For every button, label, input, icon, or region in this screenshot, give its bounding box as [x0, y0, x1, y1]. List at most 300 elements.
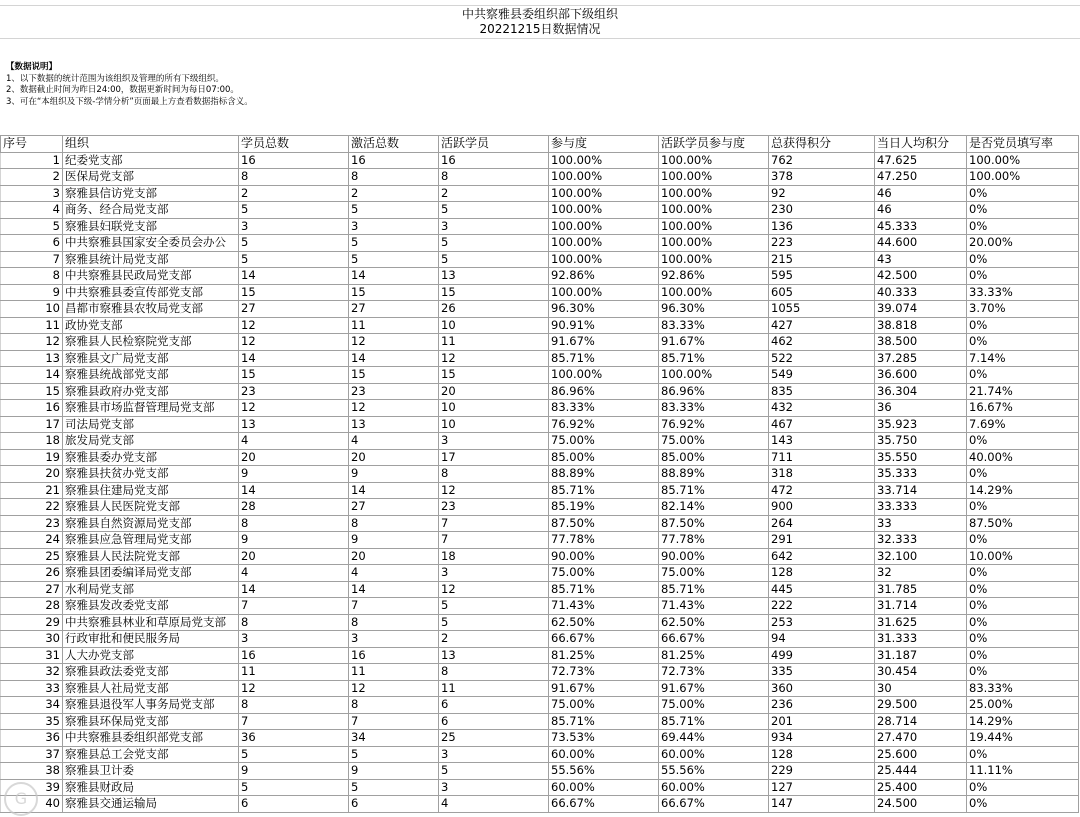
table-cell[interactable]: 62.50%: [659, 614, 769, 631]
table-cell[interactable]: 昌都市察雅县农牧局党支部: [63, 301, 239, 318]
column-header[interactable]: 参与度: [549, 136, 659, 153]
table-cell[interactable]: 7: [439, 515, 549, 532]
table-cell[interactable]: 87.50%: [659, 515, 769, 532]
row-index-cell[interactable]: 11: [1, 317, 63, 334]
table-cell[interactable]: 35.333: [875, 466, 967, 483]
table-cell[interactable]: 5: [239, 235, 349, 252]
table-cell[interactable]: 5: [439, 235, 549, 252]
table-cell[interactable]: 934: [769, 730, 875, 747]
table-cell[interactable]: 100.00%: [659, 235, 769, 252]
table-cell[interactable]: 100.00%: [549, 185, 659, 202]
table-cell[interactable]: 9: [349, 763, 439, 780]
table-cell[interactable]: 100.00%: [659, 218, 769, 235]
table-cell[interactable]: 31.785: [875, 581, 967, 598]
table-cell[interactable]: 201: [769, 713, 875, 730]
table-cell[interactable]: 91.67%: [659, 680, 769, 697]
table-cell[interactable]: 9: [349, 532, 439, 549]
row-index-cell[interactable]: 17: [1, 416, 63, 433]
table-cell[interactable]: 5: [239, 251, 349, 268]
row-index-cell[interactable]: 15: [1, 383, 63, 400]
row-index-cell[interactable]: 36: [1, 730, 63, 747]
table-cell[interactable]: 12: [439, 581, 549, 598]
table-cell[interactable]: 472: [769, 482, 875, 499]
table-cell[interactable]: 8: [239, 169, 349, 186]
table-cell[interactable]: 6: [439, 713, 549, 730]
table-cell[interactable]: 71.43%: [549, 598, 659, 615]
column-header[interactable]: 激活总数: [349, 136, 439, 153]
table-cell[interactable]: 23: [349, 383, 439, 400]
table-cell[interactable]: 0%: [967, 532, 1079, 549]
table-cell[interactable]: 16: [349, 152, 439, 169]
table-cell[interactable]: 81.25%: [549, 647, 659, 664]
table-cell[interactable]: 215: [769, 251, 875, 268]
table-cell[interactable]: 100.00%: [549, 169, 659, 186]
row-index-cell[interactable]: 24: [1, 532, 63, 549]
table-cell[interactable]: 0%: [967, 664, 1079, 681]
table-cell[interactable]: 5: [349, 235, 439, 252]
table-cell[interactable]: 8: [439, 466, 549, 483]
table-cell[interactable]: 100.00%: [967, 169, 1079, 186]
table-cell[interactable]: 3: [349, 218, 439, 235]
table-cell[interactable]: 69.44%: [659, 730, 769, 747]
table-cell[interactable]: 司法局党支部: [63, 416, 239, 433]
table-cell[interactable]: 3: [439, 565, 549, 582]
table-cell[interactable]: 39.074: [875, 301, 967, 318]
table-cell[interactable]: 143: [769, 433, 875, 450]
table-cell[interactable]: 0%: [967, 433, 1079, 450]
table-cell[interactable]: 中共察雅县林业和草原局党支部: [63, 614, 239, 631]
table-cell[interactable]: 7: [349, 713, 439, 730]
table-cell[interactable]: 2: [439, 185, 549, 202]
table-cell[interactable]: 0%: [967, 631, 1079, 648]
table-cell[interactable]: 察雅县交通运输局: [63, 796, 239, 813]
column-header[interactable]: 序号: [1, 136, 63, 153]
table-cell[interactable]: 20.00%: [967, 235, 1079, 252]
column-header[interactable]: 活跃学员: [439, 136, 549, 153]
table-cell[interactable]: 467: [769, 416, 875, 433]
table-cell[interactable]: 25.00%: [967, 697, 1079, 714]
table-cell[interactable]: 察雅县团委编译局党支部: [63, 565, 239, 582]
column-header[interactable]: 活跃学员参与度: [659, 136, 769, 153]
table-cell[interactable]: 10: [439, 400, 549, 417]
table-cell[interactable]: 100.00%: [659, 202, 769, 219]
table-cell[interactable]: 15: [439, 284, 549, 301]
table-cell[interactable]: 8: [349, 697, 439, 714]
table-cell[interactable]: 20: [239, 548, 349, 565]
table-cell[interactable]: 76.92%: [549, 416, 659, 433]
table-cell[interactable]: 3: [239, 218, 349, 235]
table-cell[interactable]: 16: [239, 152, 349, 169]
table-cell[interactable]: 128: [769, 746, 875, 763]
table-cell[interactable]: 522: [769, 350, 875, 367]
table-cell[interactable]: 72.73%: [659, 664, 769, 681]
table-cell[interactable]: 31.625: [875, 614, 967, 631]
table-cell[interactable]: 察雅县人社局党支部: [63, 680, 239, 697]
table-cell[interactable]: 36: [875, 400, 967, 417]
table-cell[interactable]: 6: [239, 796, 349, 813]
table-cell[interactable]: 100.00%: [549, 202, 659, 219]
table-cell[interactable]: 30.454: [875, 664, 967, 681]
table-cell[interactable]: 47.625: [875, 152, 967, 169]
table-cell[interactable]: 20: [239, 449, 349, 466]
table-cell[interactable]: 5: [439, 598, 549, 615]
table-cell[interactable]: 66.67%: [659, 631, 769, 648]
sheet-title-cell[interactable]: [0, 5, 1080, 39]
table-cell[interactable]: 128: [769, 565, 875, 582]
table-cell[interactable]: 100.00%: [549, 152, 659, 169]
table-cell[interactable]: 100.00%: [659, 152, 769, 169]
table-cell[interactable]: 236: [769, 697, 875, 714]
table-cell[interactable]: 中共察雅县委组织部党支部: [63, 730, 239, 747]
table-cell[interactable]: 25.400: [875, 779, 967, 796]
table-cell[interactable]: 7: [439, 532, 549, 549]
table-cell[interactable]: 察雅县市场监督管理局党支部: [63, 400, 239, 417]
column-header[interactable]: 当日人均积分: [875, 136, 967, 153]
table-cell[interactable]: 20: [349, 449, 439, 466]
row-index-cell[interactable]: 38: [1, 763, 63, 780]
table-cell[interactable]: 711: [769, 449, 875, 466]
table-cell[interactable]: 13: [239, 416, 349, 433]
table-cell[interactable]: 38.818: [875, 317, 967, 334]
table-cell[interactable]: 8: [239, 614, 349, 631]
table-cell[interactable]: 45.333: [875, 218, 967, 235]
table-cell[interactable]: 察雅县人民医院党支部: [63, 499, 239, 516]
table-cell[interactable]: 83.33%: [659, 400, 769, 417]
table-cell[interactable]: 12: [239, 680, 349, 697]
table-cell[interactable]: 291: [769, 532, 875, 549]
table-cell[interactable]: 230: [769, 202, 875, 219]
row-index-cell[interactable]: 34: [1, 697, 63, 714]
table-cell[interactable]: 9: [349, 466, 439, 483]
table-cell[interactable]: 66.67%: [549, 631, 659, 648]
table-cell[interactable]: 264: [769, 515, 875, 532]
table-cell[interactable]: 25: [439, 730, 549, 747]
table-cell[interactable]: 0%: [967, 796, 1079, 813]
table-cell[interactable]: 14: [239, 350, 349, 367]
row-index-cell[interactable]: 18: [1, 433, 63, 450]
row-index-cell[interactable]: 23: [1, 515, 63, 532]
table-cell[interactable]: 察雅县委办党支部: [63, 449, 239, 466]
table-cell[interactable]: 8: [349, 614, 439, 631]
table-cell[interactable]: 4: [239, 433, 349, 450]
row-index-cell[interactable]: 16: [1, 400, 63, 417]
table-cell[interactable]: 15: [239, 284, 349, 301]
table-cell[interactable]: 100.00%: [659, 185, 769, 202]
table-cell[interactable]: 91.67%: [549, 334, 659, 351]
table-cell[interactable]: 人大办党支部: [63, 647, 239, 664]
table-cell[interactable]: 75.00%: [659, 697, 769, 714]
table-cell[interactable]: 察雅县文广局党支部: [63, 350, 239, 367]
table-cell[interactable]: 549: [769, 367, 875, 384]
table-cell[interactable]: 医保局党支部: [63, 169, 239, 186]
table-cell[interactable]: 察雅县应急管理局党支部: [63, 532, 239, 549]
column-header[interactable]: 学员总数: [239, 136, 349, 153]
table-cell[interactable]: 360: [769, 680, 875, 697]
table-cell[interactable]: 18: [439, 548, 549, 565]
table-cell[interactable]: 96.30%: [549, 301, 659, 318]
table-cell[interactable]: 商务、经合局党支部: [63, 202, 239, 219]
table-cell[interactable]: 85.71%: [659, 713, 769, 730]
table-cell[interactable]: 88.89%: [659, 466, 769, 483]
table-cell[interactable]: 0%: [967, 779, 1079, 796]
table-cell[interactable]: 7: [239, 713, 349, 730]
table-cell[interactable]: 16: [239, 647, 349, 664]
table-cell[interactable]: 7.69%: [967, 416, 1079, 433]
table-cell[interactable]: 24.500: [875, 796, 967, 813]
table-cell[interactable]: 66.67%: [549, 796, 659, 813]
table-cell[interactable]: 462: [769, 334, 875, 351]
table-cell[interactable]: 60.00%: [659, 779, 769, 796]
table-cell[interactable]: 12: [439, 482, 549, 499]
row-index-cell[interactable]: 19: [1, 449, 63, 466]
table-cell[interactable]: 31.187: [875, 647, 967, 664]
table-cell[interactable]: 8: [239, 697, 349, 714]
table-cell[interactable]: 87.50%: [549, 515, 659, 532]
table-cell[interactable]: 14: [239, 268, 349, 285]
table-cell[interactable]: 40.333: [875, 284, 967, 301]
table-cell[interactable]: 0%: [967, 565, 1079, 582]
table-cell[interactable]: 499: [769, 647, 875, 664]
table-cell[interactable]: 5: [349, 251, 439, 268]
table-cell[interactable]: 5: [439, 614, 549, 631]
table-cell[interactable]: 28: [239, 499, 349, 516]
row-index-cell[interactable]: 2: [1, 169, 63, 186]
table-cell[interactable]: 100.00%: [549, 251, 659, 268]
table-cell[interactable]: 40.00%: [967, 449, 1079, 466]
table-cell[interactable]: 81.25%: [659, 647, 769, 664]
table-cell[interactable]: 5: [239, 202, 349, 219]
table-cell[interactable]: 政协党支部: [63, 317, 239, 334]
table-cell[interactable]: 60.00%: [549, 779, 659, 796]
row-index-cell[interactable]: 4: [1, 202, 63, 219]
table-cell[interactable]: 0%: [967, 218, 1079, 235]
table-cell[interactable]: 7: [349, 598, 439, 615]
row-index-cell[interactable]: 14: [1, 367, 63, 384]
table-cell[interactable]: 14.29%: [967, 713, 1079, 730]
table-cell[interactable]: 88.89%: [549, 466, 659, 483]
table-cell[interactable]: 2: [239, 185, 349, 202]
table-cell[interactable]: 5: [349, 202, 439, 219]
row-index-cell[interactable]: 22: [1, 499, 63, 516]
table-cell[interactable]: 223: [769, 235, 875, 252]
table-cell[interactable]: 察雅县自然资源局党支部: [63, 515, 239, 532]
table-cell[interactable]: 4: [349, 565, 439, 582]
table-cell[interactable]: 27: [239, 301, 349, 318]
table-cell[interactable]: 0%: [967, 581, 1079, 598]
row-index-cell[interactable]: 28: [1, 598, 63, 615]
table-cell[interactable]: 85.71%: [549, 482, 659, 499]
table-cell[interactable]: 中共察雅县国家安全委员会办公: [63, 235, 239, 252]
table-cell[interactable]: 835: [769, 383, 875, 400]
table-cell[interactable]: 3: [439, 746, 549, 763]
table-cell[interactable]: 0%: [967, 746, 1079, 763]
table-cell[interactable]: 30: [875, 680, 967, 697]
table-cell[interactable]: 0%: [967, 614, 1079, 631]
table-cell[interactable]: 60.00%: [549, 746, 659, 763]
table-cell[interactable]: 222: [769, 598, 875, 615]
table-cell[interactable]: 75.00%: [659, 565, 769, 582]
table-cell[interactable]: 92.86%: [659, 268, 769, 285]
table-cell[interactable]: 9: [239, 763, 349, 780]
table-cell[interactable]: 3: [439, 779, 549, 796]
table-cell[interactable]: 642: [769, 548, 875, 565]
table-cell[interactable]: 12: [349, 334, 439, 351]
table-cell[interactable]: 察雅县政法委党支部: [63, 664, 239, 681]
table-cell[interactable]: 14: [239, 482, 349, 499]
table-cell[interactable]: 762: [769, 152, 875, 169]
row-index-cell[interactable]: 32: [1, 664, 63, 681]
table-cell[interactable]: 44.600: [875, 235, 967, 252]
table-cell[interactable]: 11: [439, 680, 549, 697]
table-cell[interactable]: 9: [239, 532, 349, 549]
table-cell[interactable]: 11: [239, 664, 349, 681]
table-cell[interactable]: 察雅县人民检察院党支部: [63, 334, 239, 351]
table-cell[interactable]: 12: [439, 350, 549, 367]
row-index-cell[interactable]: 6: [1, 235, 63, 252]
table-cell[interactable]: 71.43%: [659, 598, 769, 615]
table-cell[interactable]: 33.333: [875, 499, 967, 516]
table-cell[interactable]: 2: [349, 185, 439, 202]
table-cell[interactable]: 察雅县统战部党支部: [63, 367, 239, 384]
table-cell[interactable]: 90.00%: [549, 548, 659, 565]
table-cell[interactable]: 100.00%: [659, 367, 769, 384]
table-cell[interactable]: 16: [349, 647, 439, 664]
table-cell[interactable]: 19.44%: [967, 730, 1079, 747]
table-cell[interactable]: 83.33%: [659, 317, 769, 334]
row-index-cell[interactable]: 26: [1, 565, 63, 582]
row-index-cell[interactable]: 7: [1, 251, 63, 268]
table-cell[interactable]: 85.71%: [659, 482, 769, 499]
table-cell[interactable]: 察雅县退役军人事务局党支部: [63, 697, 239, 714]
table-cell[interactable]: 5: [439, 251, 549, 268]
table-cell[interactable]: 90.91%: [549, 317, 659, 334]
table-cell[interactable]: 36.304: [875, 383, 967, 400]
table-cell[interactable]: 察雅县妇联党支部: [63, 218, 239, 235]
table-cell[interactable]: 5: [239, 779, 349, 796]
table-cell[interactable]: 136: [769, 218, 875, 235]
table-cell[interactable]: 33.714: [875, 482, 967, 499]
table-cell[interactable]: 察雅县总工会党支部: [63, 746, 239, 763]
table-cell[interactable]: 15: [239, 367, 349, 384]
row-index-cell[interactable]: 8: [1, 268, 63, 285]
table-cell[interactable]: 11: [439, 334, 549, 351]
table-cell[interactable]: 37.285: [875, 350, 967, 367]
table-cell[interactable]: 75.00%: [549, 697, 659, 714]
table-cell[interactable]: 100.00%: [659, 169, 769, 186]
table-cell[interactable]: 31.333: [875, 631, 967, 648]
table-cell[interactable]: 20: [349, 548, 439, 565]
row-index-cell[interactable]: 30: [1, 631, 63, 648]
table-cell[interactable]: 0%: [967, 202, 1079, 219]
row-index-cell[interactable]: 31: [1, 647, 63, 664]
table-cell[interactable]: 3: [349, 631, 439, 648]
table-cell[interactable]: 31.714: [875, 598, 967, 615]
table-cell[interactable]: 35.550: [875, 449, 967, 466]
table-cell[interactable]: 5: [349, 746, 439, 763]
table-cell[interactable]: 15: [349, 284, 439, 301]
table-cell[interactable]: 16.67%: [967, 400, 1079, 417]
table-cell[interactable]: 0%: [967, 647, 1079, 664]
table-cell[interactable]: 76.92%: [659, 416, 769, 433]
table-cell[interactable]: 86.96%: [659, 383, 769, 400]
table-cell[interactable]: 11: [349, 664, 439, 681]
table-cell[interactable]: 27: [349, 301, 439, 318]
table-cell[interactable]: 36.600: [875, 367, 967, 384]
table-cell[interactable]: 0%: [967, 251, 1079, 268]
column-header[interactable]: 是否党员填写率: [967, 136, 1079, 153]
table-cell[interactable]: 8: [349, 515, 439, 532]
table-cell[interactable]: 427: [769, 317, 875, 334]
table-cell[interactable]: 100.00%: [659, 251, 769, 268]
table-cell[interactable]: 73.53%: [549, 730, 659, 747]
table-cell[interactable]: 14: [349, 482, 439, 499]
table-cell[interactable]: 0%: [967, 466, 1079, 483]
table-cell[interactable]: 91.67%: [659, 334, 769, 351]
table-cell[interactable]: 4: [439, 796, 549, 813]
table-cell[interactable]: 1055: [769, 301, 875, 318]
table-cell[interactable]: 察雅县政府办党支部: [63, 383, 239, 400]
table-cell[interactable]: 100.00%: [659, 284, 769, 301]
table-cell[interactable]: 0%: [967, 317, 1079, 334]
table-cell[interactable]: 94: [769, 631, 875, 648]
table-cell[interactable]: 87.50%: [967, 515, 1079, 532]
table-cell[interactable]: 72.73%: [549, 664, 659, 681]
table-cell[interactable]: 75.00%: [659, 433, 769, 450]
table-cell[interactable]: 5: [349, 779, 439, 796]
table-cell[interactable]: 229: [769, 763, 875, 780]
row-index-cell[interactable]: 12: [1, 334, 63, 351]
table-cell[interactable]: 8: [439, 169, 549, 186]
table-cell[interactable]: 察雅县住建局党支部: [63, 482, 239, 499]
row-index-cell[interactable]: 37: [1, 746, 63, 763]
table-cell[interactable]: 23: [239, 383, 349, 400]
table-cell[interactable]: 75.00%: [549, 565, 659, 582]
table-cell[interactable]: 15: [439, 367, 549, 384]
table-cell[interactable]: 318: [769, 466, 875, 483]
table-cell[interactable]: 13: [349, 416, 439, 433]
table-cell[interactable]: 127: [769, 779, 875, 796]
table-cell[interactable]: 86.96%: [549, 383, 659, 400]
row-index-cell[interactable]: 40: [1, 796, 63, 813]
table-cell[interactable]: 85.00%: [659, 449, 769, 466]
row-index-cell[interactable]: 21: [1, 482, 63, 499]
table-cell[interactable]: 60.00%: [659, 746, 769, 763]
table-cell[interactable]: 0%: [967, 185, 1079, 202]
table-cell[interactable]: 23: [439, 499, 549, 516]
table-cell[interactable]: 77.78%: [549, 532, 659, 549]
table-cell[interactable]: 85.71%: [549, 713, 659, 730]
table-cell[interactable]: 46: [875, 185, 967, 202]
row-index-cell[interactable]: 20: [1, 466, 63, 483]
table-cell[interactable]: 8: [439, 664, 549, 681]
table-cell[interactable]: 7.14%: [967, 350, 1079, 367]
table-cell[interactable]: 335: [769, 664, 875, 681]
table-cell[interactable]: 0%: [967, 499, 1079, 516]
table-cell[interactable]: 察雅县统计局党支部: [63, 251, 239, 268]
table-cell[interactable]: 12: [239, 334, 349, 351]
table-cell[interactable]: 3: [439, 433, 549, 450]
column-header[interactable]: 总获得积分: [769, 136, 875, 153]
table-cell[interactable]: 100.00%: [549, 235, 659, 252]
table-cell[interactable]: 35.923: [875, 416, 967, 433]
table-cell[interactable]: 3.70%: [967, 301, 1079, 318]
table-cell[interactable]: 16: [439, 152, 549, 169]
table-cell[interactable]: 察雅县财政局: [63, 779, 239, 796]
table-cell[interactable]: 5: [439, 763, 549, 780]
table-cell[interactable]: 100.00%: [549, 284, 659, 301]
table-cell[interactable]: 27: [349, 499, 439, 516]
table-cell[interactable]: 26: [439, 301, 549, 318]
